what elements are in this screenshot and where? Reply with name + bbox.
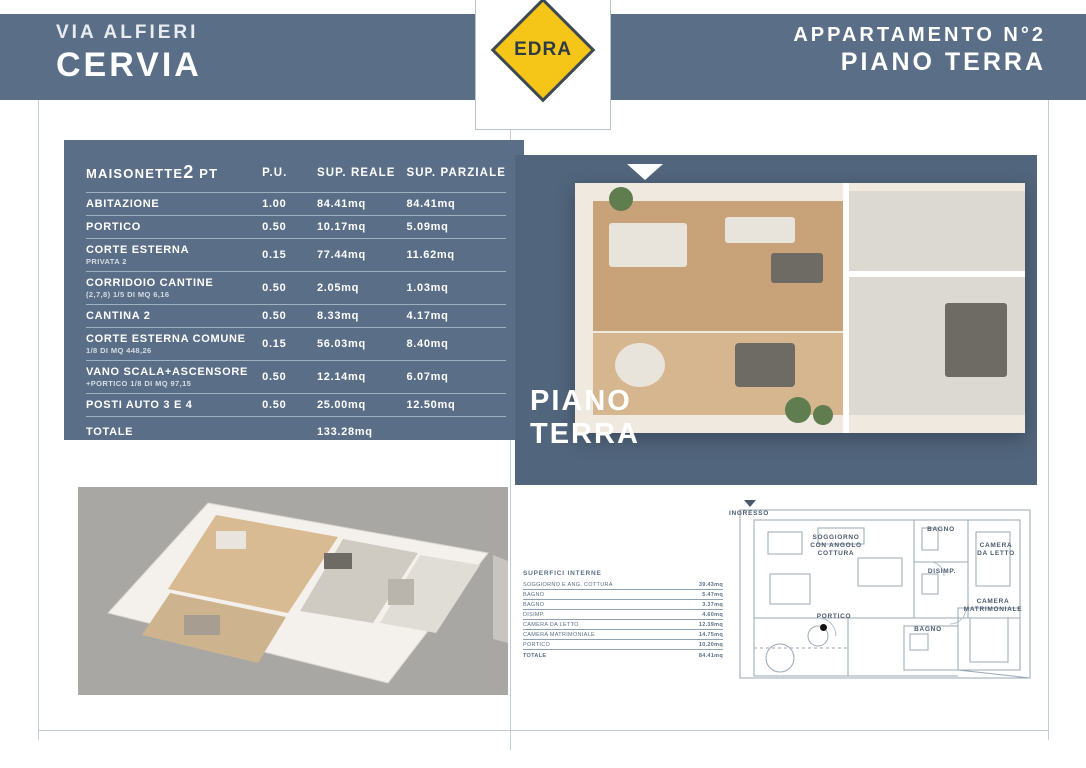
render-plant-icon <box>813 405 833 425</box>
floor-name: PIANO TERRA <box>840 48 1046 76</box>
row-parziale: 4.17mq <box>406 305 506 328</box>
surface-total-row <box>523 650 723 660</box>
header-right-titles <box>793 24 1046 77</box>
row-parziale: 12.50mq <box>406 394 506 417</box>
surface-name: SOGGIORNO E ANG. COTTURA <box>523 582 613 588</box>
surface-value: 12.39mq <box>698 622 723 628</box>
surface-row <box>523 580 723 590</box>
surface-row <box>523 590 723 600</box>
row-pu: 0.50 <box>262 361 317 394</box>
render-bottom-svg <box>78 487 508 695</box>
row-reale: 12.14mq <box>317 361 407 394</box>
frame-line-left <box>38 100 39 740</box>
row-name-sub: 1/8 DI MQ 448,26 <box>86 346 152 355</box>
table-row <box>86 216 506 239</box>
surface-name: DISIMP. <box>523 612 545 618</box>
render-sofa <box>609 223 687 267</box>
render-bedroom-small <box>929 191 1025 271</box>
row-name <box>86 239 262 272</box>
surface-row <box>523 620 723 630</box>
surface-total-label: TOTALE <box>523 653 547 659</box>
north-arrow-icon <box>627 164 663 180</box>
row-name-text: CORTE ESTERNA <box>86 244 190 256</box>
portico-marker-dot <box>820 624 827 631</box>
row-parziale: 11.62mq <box>406 239 506 272</box>
row-name-text: CORTE ESTERNA COMUNE <box>86 333 246 345</box>
table-row <box>86 361 506 394</box>
logo-text: EDRA <box>514 39 572 60</box>
table-title-suffix: PT <box>199 166 219 181</box>
table-title-number: 2 <box>183 162 195 182</box>
row-name <box>86 272 262 305</box>
col-sup-reale: SUP. REALE <box>317 162 407 193</box>
row-parziale: 1.03mq <box>406 272 506 305</box>
table-row <box>86 239 506 272</box>
room-label-soggiorno: SOGGIORNO CON ANGOLO COTTURA <box>810 534 862 558</box>
surface-name: CAMERA DA LETTO <box>523 622 579 628</box>
surface-row <box>523 630 723 640</box>
internal-surfaces-table <box>523 570 723 660</box>
floor-render-label-line2: TERRA <box>530 418 640 451</box>
header-left-titles <box>56 22 202 85</box>
row-reale: 56.03mq <box>317 328 407 361</box>
floor-render-label <box>530 385 640 452</box>
row-name <box>86 305 262 328</box>
room-label-bagno-2: BAGNO <box>914 626 942 633</box>
row-name-text: VANO SCALA+ASCENSORE <box>86 366 249 378</box>
row-name <box>86 361 262 394</box>
row-reale: 84.41mq <box>317 193 407 216</box>
surface-name: CAMERA MATRIMONIALE <box>523 632 595 638</box>
surface-table-panel <box>64 140 524 440</box>
surface-name: PORTICO <box>523 642 551 648</box>
room-label-portico: PORTICO <box>816 613 852 620</box>
frame-line-bottom <box>38 730 1048 731</box>
row-pu: 0.15 <box>262 328 317 361</box>
table-total-row <box>86 417 506 444</box>
render-plant-icon <box>785 397 811 423</box>
city-name: CERVIA <box>56 46 202 84</box>
room-label-ingresso: INGRESSO <box>729 510 769 517</box>
row-name-sub: PRIVATA 2 <box>86 257 127 266</box>
table-row <box>86 305 506 328</box>
floorplan-2d-drawing <box>518 498 1038 706</box>
street-name: VIA ALFIERI <box>56 22 199 43</box>
table-row <box>86 272 506 305</box>
row-name-sub: +PORTICO 1/8 DI MQ 97,15 <box>86 379 192 388</box>
surface-name: BAGNO <box>523 592 545 598</box>
room-label-camera-matrimoniale: CAMERA MATRIMONIALE <box>963 598 1023 614</box>
render-plant-icon <box>609 187 633 211</box>
surface-value: 14.75mq <box>698 632 723 638</box>
row-pu: 0.50 <box>262 272 317 305</box>
table-title <box>86 162 262 193</box>
table-title-prefix: MAISONETTE <box>86 166 184 181</box>
row-pu: 0.50 <box>262 394 317 417</box>
render-top-plan <box>575 183 1025 433</box>
floor-render-label-line1: PIANO <box>530 385 632 417</box>
row-name-text: PORTICO <box>86 221 142 233</box>
col-sup-parziale: SUP. PARZIALE <box>406 162 506 193</box>
surface-name: BAGNO <box>523 602 545 608</box>
table-header-row <box>86 162 506 193</box>
row-name-text: CANTINA 2 <box>86 310 151 322</box>
room-label-bagno-1: BAGNO <box>927 526 955 533</box>
render-dining-table <box>735 343 795 387</box>
row-pu: 0.50 <box>262 305 317 328</box>
surface-table <box>86 162 506 443</box>
surface-value: 10.20mq <box>698 642 723 648</box>
row-parziale: 84.41mq <box>406 193 506 216</box>
row-name-sub: (2,7,8) 1/5 DI MQ 6,16 <box>86 290 170 299</box>
row-name-text: ABITAZIONE <box>86 198 160 210</box>
row-reale: 77.44mq <box>317 239 407 272</box>
table-row <box>86 394 506 417</box>
floorplan-3d-render-bottom <box>78 487 508 695</box>
row-parziale: 6.07mq <box>406 361 506 394</box>
row-name <box>86 394 262 417</box>
row-pu: 0.50 <box>262 216 317 239</box>
frame-line-right <box>1048 100 1049 740</box>
logo-container <box>475 0 611 130</box>
col-pu: P.U. <box>262 162 317 193</box>
surface-value: 39.43mq <box>698 582 723 588</box>
row-reale: 10.17mq <box>317 216 407 239</box>
room-label-camera-letto: CAMERA DA LETTO <box>977 542 1015 558</box>
row-name <box>86 193 262 216</box>
row-reale: 25.00mq <box>317 394 407 417</box>
row-name-text: CORRIDOIO CANTINE <box>86 277 214 289</box>
surface-value: 4.60mq <box>702 612 723 618</box>
total-pu <box>262 417 317 444</box>
row-name <box>86 328 262 361</box>
room-label-disimp: DISIMP. <box>927 568 957 575</box>
render-round-table <box>615 343 665 387</box>
row-name <box>86 216 262 239</box>
total-label: TOTALE <box>86 426 134 438</box>
surface-value: 5.47mq <box>702 592 723 598</box>
total-parziale <box>406 417 506 444</box>
table-row <box>86 193 506 216</box>
row-pu: 1.00 <box>262 193 317 216</box>
render-bathroom-1 <box>849 191 929 271</box>
row-name-text: POSTI AUTO 3 E 4 <box>86 399 193 411</box>
render-kitchen-counter <box>725 217 795 243</box>
surface-row <box>523 610 723 620</box>
render-corridor <box>849 277 909 415</box>
apartment-number: APPARTAMENTO N°2 <box>793 24 1046 46</box>
table-row <box>86 328 506 361</box>
row-pu: 0.15 <box>262 239 317 272</box>
row-parziale: 8.40mq <box>406 328 506 361</box>
entrance-arrow-icon <box>744 500 756 507</box>
row-reale: 2.05mq <box>317 272 407 305</box>
row-reale: 8.33mq <box>317 305 407 328</box>
surface-value: 3.37mq <box>702 602 723 608</box>
surface-total-value: 84.41mq <box>698 653 723 659</box>
surface-row <box>523 640 723 650</box>
total-value: 133.28mq <box>316 426 373 438</box>
row-parziale: 5.09mq <box>406 216 506 239</box>
render-kitchen-island <box>771 253 823 283</box>
surface-row <box>523 600 723 610</box>
internal-surfaces-title: SUPERFICI INTERNE <box>523 570 602 577</box>
render-bed <box>945 303 1007 377</box>
